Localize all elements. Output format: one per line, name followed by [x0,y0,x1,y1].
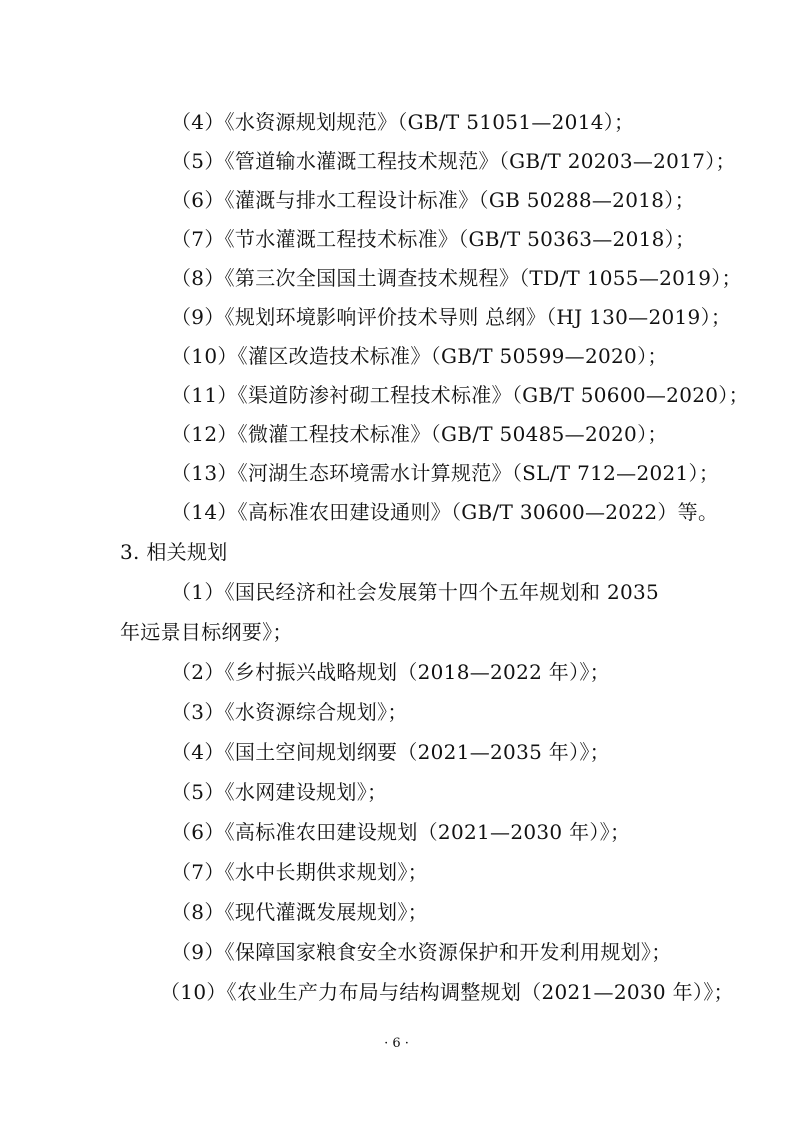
standard-item-11: （11）《渠道防渗衬砌工程技术标准》（GB/T 50600—2020）； [171,383,749,407]
standard-item-12: （12）《微灌工程技术标准》（GB/T 50485—2020）； [171,422,668,446]
plan-item-9: （9）《保障国家粮食安全水资源保护和开发利用规划》； [171,940,672,964]
plan-item-10: （10）《农业生产力布局与结构调整规划（2021—2030 年）》； [160,980,734,1004]
page-number: · 6 · [384,1036,409,1051]
plan-item-6: （6）《高标准农田建设规划（2021—2030 年）》； [171,820,631,844]
section-heading: 3. 相关规划 [120,540,228,564]
plan-item-2: （2）《乡村振兴战略规划（2018—2022 年）》； [171,660,610,684]
plan-item-5: （5）《水网建设规划》； [171,780,388,804]
standard-item-14: （14）《高标准农田建设通则》（GB/T 30600—2022）等。 [171,500,719,524]
standard-item-6: （6）《灌溉与排水工程设计标准》（GB 50288—2018）； [171,188,695,212]
standard-item-5: （5）《管道输水灌溉工程技术规范》（GB/T 20203—2017）； [171,149,736,173]
plan-item-4: （4）《国土空间规划纲要（2021—2035 年）》； [171,740,610,764]
plan-item-1: （1）《国民经济和社会发展第十四个五年规划和 2035 [171,580,660,604]
plan-item-8: （8）《现代灌溉发展规划》； [171,900,428,924]
plan-item-1-continued: 年远景目标纲要》； [120,620,293,644]
plan-item-7: （7）《水中长期供求规划》； [171,860,428,884]
standard-item-8: （8）《第三次全国国土调查技术规程》（TD/T 1055—2019）； [171,266,742,290]
standard-item-4: （4）《水资源规划规范》（GB/T 51051—2014）； [171,110,635,134]
standard-item-13: （13）《河湖生态环境需水计算规范》（SL/T 712—2021）； [171,461,720,485]
standard-item-10: （10）《灌区改造技术标准》（GB/T 50599—2020）； [171,344,668,368]
plan-item-3: （3）《水资源综合规划》； [171,700,408,724]
standard-item-7: （7）《节水灌溉工程技术标准》（GB/T 50363—2018）； [171,227,696,251]
standard-item-9: （9）《规划环境影响评价技术导则 总纲》（HJ 130—2019）； [171,305,732,329]
